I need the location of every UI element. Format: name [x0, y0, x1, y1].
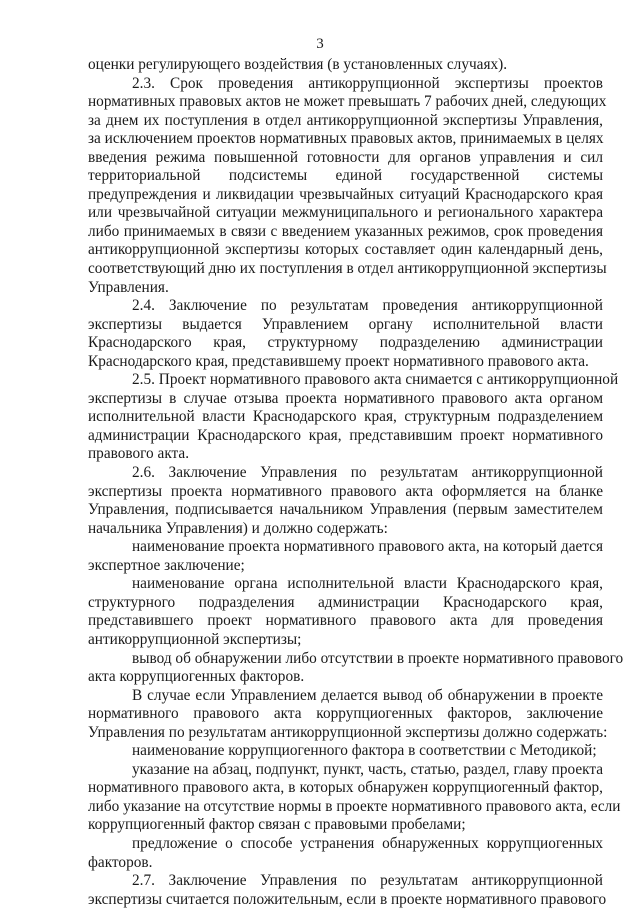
text-line: оценки регулирующего воздействия (в установленных случаях).: [88, 56, 508, 73]
text-line: коррупциогенный фактор связан с правовыми пробелами;: [88, 816, 466, 834]
text-line: экспертизы проекта нормативного правового акта оформляется на бланке: [88, 482, 603, 500]
text-line: начальника Управления) и должно содержать:: [88, 519, 388, 537]
text-line: вывод об обнаружении либо отсутствии в проекте нормативного правового: [132, 649, 624, 667]
text-line: наименование коррупциогенного фактора в соответствии с Методикой;: [132, 742, 597, 760]
text-line: наименование проекта нормативного правового акта, на который дается: [132, 538, 603, 556]
page-number: 3: [316, 36, 324, 52]
text-line: представившего проект нормативного правового акта для проведения: [88, 612, 603, 630]
text-line: экспертизы считается положительным, если в проекте нормативного правового: [88, 890, 607, 908]
text-line: исполнительной власти Краснодарского края, структурным подразделением: [88, 408, 603, 426]
text-line: администрации Краснодарского края, представившим проект нормативного: [88, 426, 603, 444]
text-line: или чрезвычайной ситуации межмуниципального и регионального характера: [88, 204, 603, 222]
text-line: нормативного правового акта коррупциогенных факторов, заключение: [88, 705, 603, 723]
text-line: указание на абзац, подпункт, пункт, часть, статью, раздел, главу проекта: [132, 760, 603, 778]
text-line: нормативного правового акта, в которых обнаружен коррупциогенный фактор,: [88, 779, 603, 797]
text-line: антикоррупционной экспертизы которых составляет один календарный день,: [88, 241, 603, 259]
text-line: либо указание на отсутствие нормы в проекте нормативного правового акта, если: [88, 797, 621, 815]
text-line: соответствующий дню их поступления в отдел антикоррупционной экспертизы: [88, 260, 607, 278]
text-line: 2.4. Заключение по результатам проведения антикоррупционной: [132, 297, 603, 315]
text-line: за исключением проектов нормативных правовых актов, принимаемых в целях: [88, 130, 604, 148]
text-line: территориальной подсистемы единой государственной системы: [88, 167, 603, 185]
text-line: предложение о способе устранения обнаруженных коррупциогенных: [132, 834, 603, 852]
text-line: либо принимаемых в связи с введением указанных режимов, срок проведения: [88, 222, 603, 240]
text-line: 2.7. Заключение Управления по результатам антикоррупционной: [132, 872, 603, 890]
text-line: правового акта.: [88, 445, 190, 463]
text-line: Краснодарского края, структурному подразделению администрации: [88, 334, 603, 352]
text-line: Управления, подписывается начальником Управления (первым заместителем: [88, 501, 603, 519]
text-line: 2.6. Заключение Управления по результатам антикоррупционной: [132, 464, 603, 482]
text-line: структурного подразделения администрации Краснодарского края,: [88, 593, 603, 611]
document-body: [88, 56, 624, 909]
text-line: факторов.: [88, 853, 153, 871]
text-line: 2.3. Срок проведения антикоррупционной экспертизы проектов: [132, 74, 603, 92]
text-line: В случае если Управлением делается вывод об обнаружении в проекте: [132, 686, 603, 704]
text-line: наименование органа исполнительной власти Краснодарского края,: [132, 575, 603, 593]
text-line: экспертное заключение;: [88, 556, 245, 574]
text-line: 2.5. Проект нормативного правового акта снимается с антикоррупционной: [132, 371, 619, 389]
text-line: Управления по результатам антикоррупционной экспертизы должно содержать:: [88, 723, 608, 741]
text-line: за днем их поступления в отдел антикоррупционной экспертизы Управления,: [88, 111, 603, 129]
text-line: Управления.: [88, 278, 169, 296]
text-line: Краснодарского края, представившему проект нормативного правового акта.: [88, 352, 589, 370]
text-line: антикоррупционной экспертизы;: [88, 630, 302, 648]
text-line: введения режима повышенной готовности для органов управления и сил: [88, 148, 603, 166]
text-line: экспертизы выдается Управлением органу исполнительной власти: [88, 315, 603, 333]
text-line: предупреждения и ликвидации чрезвычайных ситуаций Краснодарского края: [88, 185, 603, 203]
text-line: акта коррупциогенных факторов.: [88, 668, 305, 686]
text-line: нормативных правовых актов не может превышать 7 рабочих дней, следующих: [88, 93, 607, 111]
text-line: экспертизы в случае отзыва проекта нормативного правового акта органом: [88, 389, 603, 407]
